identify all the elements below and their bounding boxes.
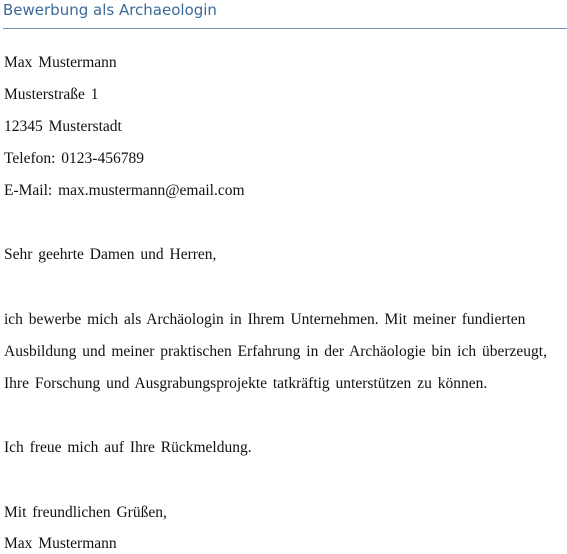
document-title: Bewerbung als Archaeologin [3, 1, 217, 19]
letter-body-line-1: ich bewerbe mich als Archäologin in Ihrem Unternehmen. Mit meiner fundierten [4, 311, 526, 328]
letter-body-line-2: Ausbildung und meiner praktischen Erfahrung in der Archäologie bin ich überzeugt, [4, 343, 547, 360]
sender-name: Max Mustermann [4, 54, 117, 71]
document-header [3, 0, 567, 29]
sender-email: E-Mail: max.mustermann@email.com [4, 182, 245, 199]
letter-salutation: Sehr geehrte Damen und Herren, [4, 246, 217, 263]
sender-street: Musterstraße 1 [4, 86, 99, 103]
letter-signature-name: Max Mustermann [4, 535, 117, 552]
letter-body-line-3: Ihre Forschung und Ausgrabungsprojekte tatkräftig unterstützen zu können. [4, 375, 488, 392]
sender-phone: Telefon: 0123-456789 [4, 150, 144, 167]
letter-closing-statement: Ich freue mich auf Ihre Rückmeldung. [4, 439, 252, 456]
letter-valediction: Mit freundlichen Grüßen, [4, 504, 167, 521]
sender-city: 12345 Musterstadt [4, 118, 122, 135]
